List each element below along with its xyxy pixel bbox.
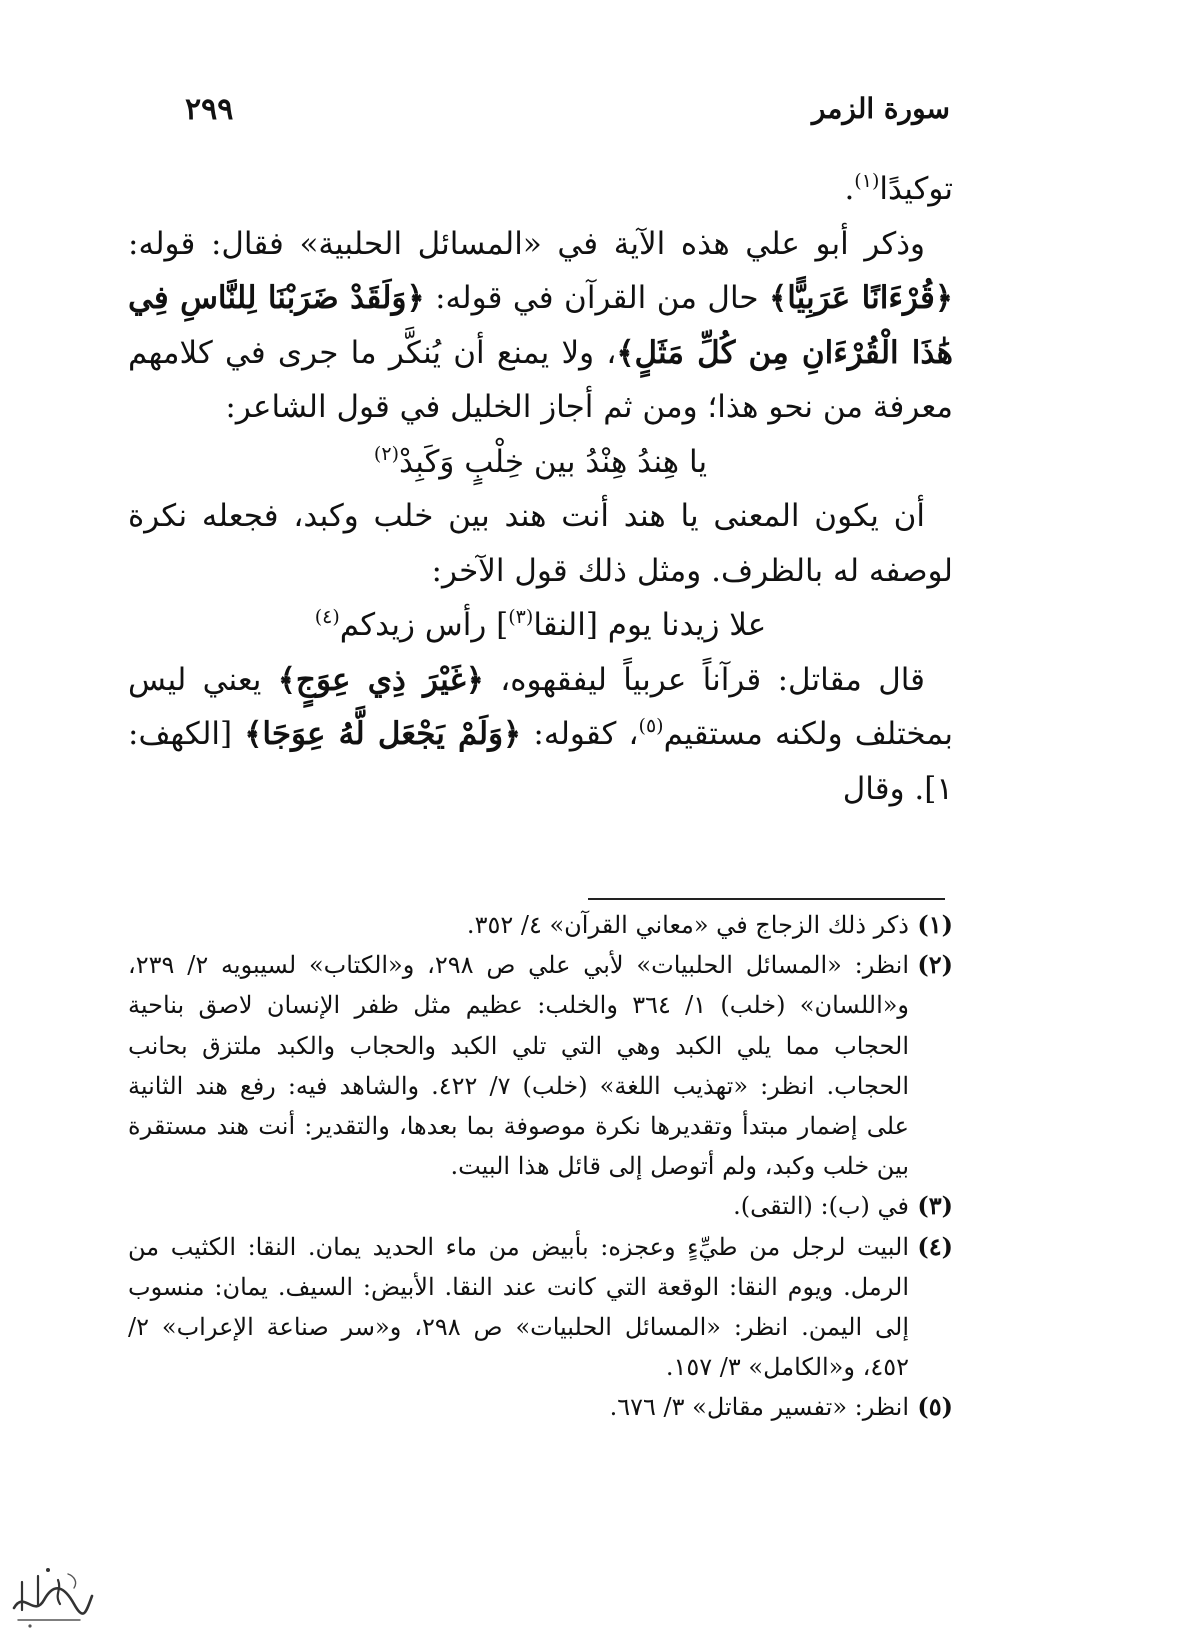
footnote-number: (٣): [917, 1191, 953, 1221]
verse-2-a: علا زيدنا يوم [النقا: [533, 607, 767, 643]
footnote-text: انظر: «المسائل الحلبيات» لأبي علي ص ٢٩٨، و«الكتاب» لسيبويه ٢/ ٢٣٩، و«اللسان» (خلب) ١/ ٣٦٤ والخلب: عظيم مثل ظفر الإنسان لاصق بناحية الحجاب مما يلي الكبد وهي التي تلي الكبد والحجاب والكبد ملتزق بحانب الحجاب. انظر: «تهذيب اللغة» (خلب) ٧/ ٤٢٢. والشاهد فيه: رفع هند الثانية على إضمار مبتدأ وتقديرها نكرة موصوفة بما بعدها، والتقدير: أنت هند مستقرة بين خلب وكبد، ولم أتوصل إلى قائل هذا البيت.: [128, 951, 910, 1181]
footnote: [128, 1387, 953, 1427]
footnote-number: (٤): [917, 1231, 953, 1261]
p1-mid: حال من القرآن في قوله:: [424, 280, 770, 316]
library-stamp-logo-icon: [8, 1560, 96, 1630]
verse-2: [128, 598, 953, 653]
footnote-separator: [588, 898, 945, 900]
paragraph-0: [128, 162, 953, 217]
p3-pre: قال مقاتل: قرآناً عربياً ليفقهوه،: [483, 661, 925, 698]
p0-end: .: [844, 171, 855, 207]
main-text: [128, 162, 953, 816]
p0-text: توكيدًا: [879, 171, 953, 207]
footnote: [128, 945, 953, 1186]
verse-2-b: ] رأس زيدكم: [339, 607, 509, 643]
footnote-ref-2: (٢): [373, 442, 399, 465]
footnote-text: البيت لرجل من طيِّءٍ وعجزه: بأبيض من ماء الحديد يمان. النقا: الكثيب من الرمل. ويوم النقا: الوقعة التي كانت عند النقا. الأبيض: السيف. يمان: منسوب إلى اليمن. انظر: «المسائل الحلبيات» ص ٢٩٨، و«سر صناعة الإعراب» ٢/ ٤٥٢، و«الكامل» ٣/ ١٥٧.: [128, 1232, 909, 1382]
page-number: ٢٩٩: [185, 92, 234, 127]
footnote: [128, 905, 953, 945]
verse-1: [128, 435, 953, 490]
p3-post: [الكهف: ١]. وقال: [128, 716, 953, 807]
p3-mid: يعني ليس بمختلف ولكنه مستقيم: [128, 661, 953, 752]
footnote-ref-1: (١): [854, 170, 880, 192]
paragraph-2: أن يكون المعنى يا هند أنت هند بين خلب وكبد، فجعله نكرة لوصفه له بالظرف. ومثل ذلك قول الآخر:: [128, 498, 953, 589]
paragraph-1: [128, 217, 953, 435]
quran-quote-1: ﴿قُرْءَانًا عَرَبِيًّا﴾: [769, 280, 954, 316]
footnote-ref-3: (٣): [508, 606, 534, 628]
p3-mid2: ، كقوله:: [521, 716, 639, 752]
footnote-text: ذكر ذلك الزجاج في «معاني القرآن» ٤/ ٣٥٢.: [466, 911, 909, 939]
footnote-number: (٢): [917, 950, 953, 980]
footnote-ref-5: (٥): [638, 715, 664, 737]
footnote-ref-4: (٤): [314, 606, 340, 628]
running-header: [185, 92, 950, 142]
paragraph-3: [128, 653, 953, 817]
footnote: [128, 1186, 953, 1226]
quran-quote-3: ﴿غَيْرَ ذِي عِوَجٍ﴾: [277, 661, 484, 698]
footnote-number: (١): [917, 910, 953, 939]
quran-quote-2: ﴿وَلَقَدْ ضَرَبْنَا لِلنَّاسِ فِي هَٰذَا الْقُرْءَانِ مِن كُلِّ مَثَلٍ﴾: [128, 280, 954, 371]
quran-quote-4: ﴿وَلَمْ يَجْعَل لَّهُ عِوَجَا﴾: [244, 716, 522, 752]
p1-post: ، ولا يمنع أن يُنكَّر ما جرى في كلامهم معرفة من نحو هذا؛ ومن ثم أجاز الخليل في قول الشاعر:: [128, 334, 953, 425]
footnotes: [128, 905, 953, 1428]
footnote-number: (٥): [917, 1392, 953, 1422]
footnote-text: في (ب): (التقى).: [733, 1192, 909, 1221]
footnote-text: انظر: «تفسير مقاتل» ٣/ ٦٧٦.: [609, 1393, 909, 1422]
surah-title: سورة الزمر: [811, 92, 950, 125]
verse-1-text: يا هِندُ هِنْدُ بين خِلْبٍ وَكَبِدْ: [398, 443, 708, 480]
p1-pre: وذكر أبو علي هذه الآية في «المسائل الحلبية» فقال: قوله:: [128, 225, 925, 262]
footnote: [128, 1227, 953, 1388]
